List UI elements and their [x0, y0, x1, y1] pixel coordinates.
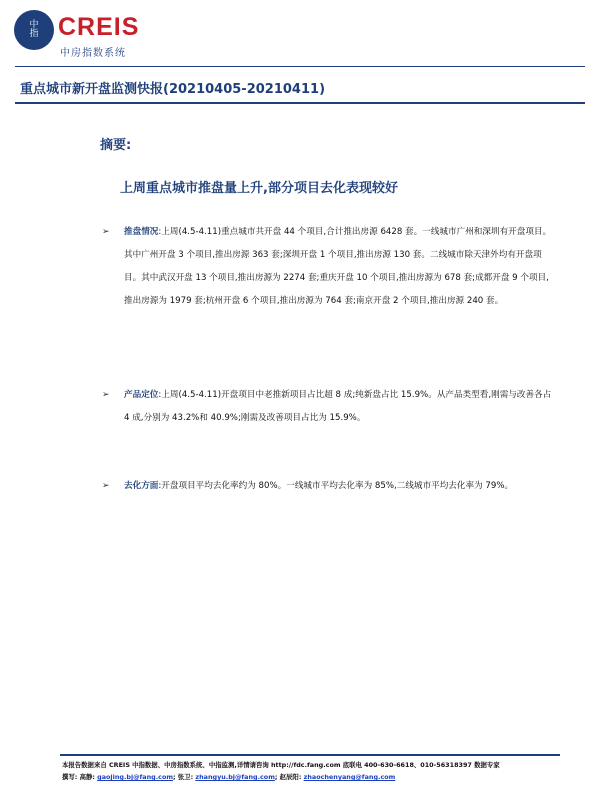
arrow-bullet-icon: ➢ [102, 481, 110, 491]
arrow-bullet-icon: ➢ [102, 227, 110, 237]
bullet-text: :上周(4.5-4.11)重点城市共开盘 44 个项目,合计推出房源 6428 套。一线城市广州和深圳有开盘项目。其中广州开盘 3 个项目,推出房源 363 套;深圳开盘 1 个项目,推出房源 130 套。二线城市除天津外均有开盘项目。其中武汉开盘 13 个项目,推出房源为 2274 套;重庆开盘 10 个项目,推出房源为 678 套;成都开盘 9 个项目,推出房源为 1979 套;杭州开盘 6 个项目,推出房源为 764 套;南京开盘 2 个项目,推出房源 240 套。 [124, 227, 552, 306]
bullet-key: 去化方面 [124, 481, 159, 491]
bullet-supply [102, 221, 557, 313]
footer-source: 本报告数据来自 CREIS 中指数据、中房指数系统、中指监测,详情请咨询 http://fdc.fang.com 底联电 400-630-6618、010-56318397 数据专家 [62, 761, 500, 769]
author-email-link[interactable]: gaojing.bj@fang.com [97, 773, 174, 781]
arrow-bullet-icon: ➢ [102, 390, 110, 400]
bullet-text: :上周(4.5-4.11)开盘项目中老推新项目占比超 8 成;纯新盘占比 15.9%。从产品类型看,刚需与改善各占 4 成,分别为 43.2%和 40.9%;刚需及改善项目占比为 15.9%。 [124, 390, 552, 423]
bullet-text: :开盘项目平均去化率约为 80%。一线城市平均去化率为 85%,二线城市平均去化率为 79%。 [158, 481, 514, 491]
logo-emblem-top: 中 [29, 20, 39, 30]
bullet-key: 推盘情况 [124, 227, 159, 237]
creis-logo [14, 10, 159, 60]
bullet-absorption [102, 475, 557, 498]
logo-emblem [14, 10, 54, 50]
footer [62, 759, 562, 783]
author-email-link[interactable]: zhangyu.bj@fang.com [195, 773, 275, 781]
summary-label: 摘要: [100, 138, 132, 153]
summary-headline: 上周重点城市推盘量上升,部分项目去化表现较好 [120, 181, 398, 196]
footer-authors: 撰写: 高静: gaojing.bj@fang.com; 张卫: zhangyu.bj@fang.com; 赵辰阳: zhaochenyang@fang.com [62, 773, 396, 781]
report-title: 重点城市新开盘监测快报(20210405-20210411) [20, 82, 326, 97]
logo-subtitle: 中房指数系统 [60, 48, 126, 59]
header-divider [15, 66, 585, 67]
title-divider [15, 102, 585, 104]
logo-wordmark: CREIS [58, 13, 140, 41]
footer-divider [60, 754, 560, 756]
bullet-key: 产品定位 [124, 390, 159, 400]
author-email-link[interactable]: zhaochenyang@fang.com [303, 773, 396, 781]
logo-emblem-bottom: 指 [29, 29, 39, 39]
bullet-positioning [102, 384, 557, 430]
